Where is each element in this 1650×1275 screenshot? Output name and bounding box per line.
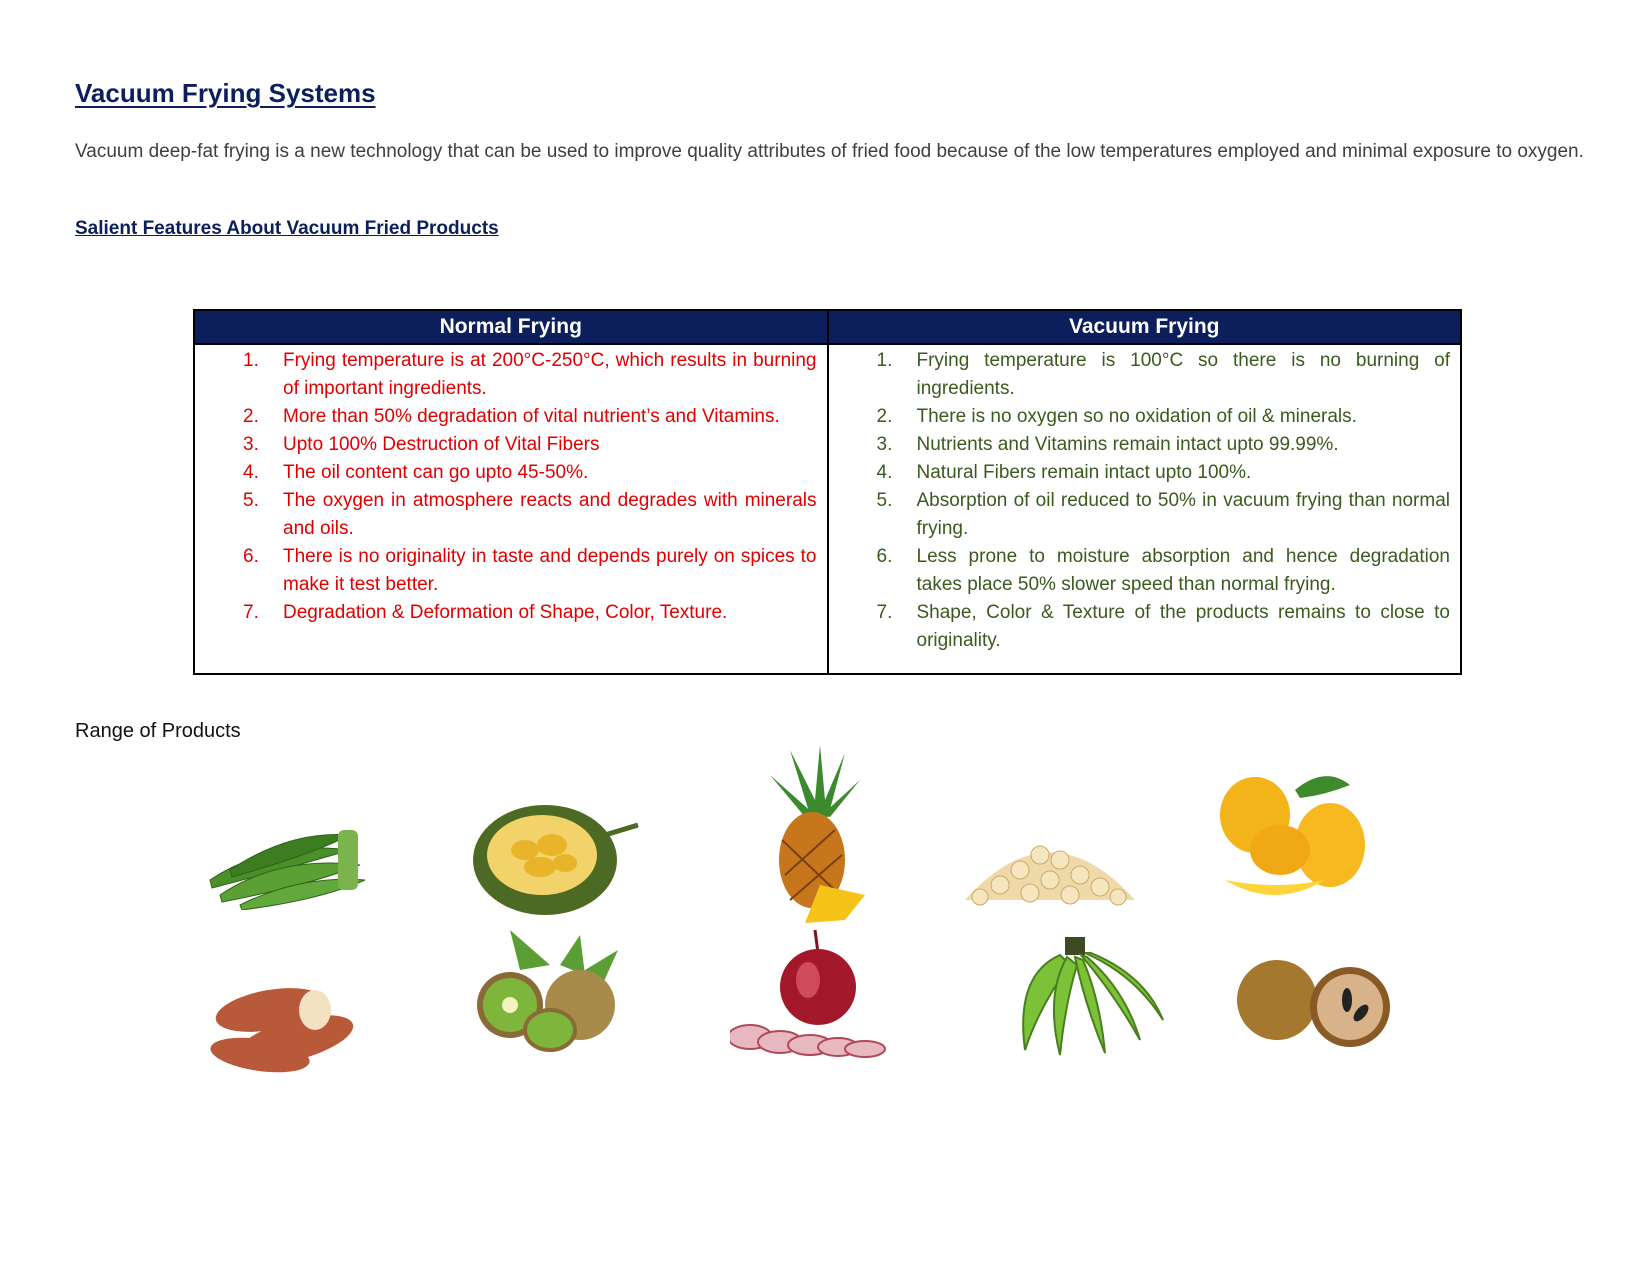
normal-frying-header: Normal Frying [194, 310, 828, 344]
chickpeas-icon [960, 815, 1140, 910]
red-onion-icon [730, 925, 895, 1060]
list-item: 3. Upto 100% Destruction of Vital Fibers [243, 434, 600, 455]
list-item: 3. Nutrients and Vitamins remain intact upto 99.99%. [876, 434, 1339, 455]
list-item: 1. Frying temperature is 100°C so there is no burning of ingredients. [876, 350, 1450, 399]
pineapple-icon [760, 745, 870, 925]
list-item: 4. The oil content can go upto 45-50%. [243, 462, 589, 483]
list-item: 2. There is no oxygen so no oxidation of oil & minerals. [876, 406, 1357, 427]
list-item: 5. Absorption of oil reduced to 50% in vacuum frying than normal frying. [876, 490, 1450, 539]
kiwi-icon [470, 930, 620, 1055]
okra-icon [200, 810, 370, 910]
page-title: Vacuum Frying Systems [75, 78, 376, 108]
list-item: 1. Frying temperature is at 200°C-250°C, which results in burning of important ingredients. [243, 350, 817, 399]
range-of-products-label: Range of Products [75, 720, 241, 742]
vacuum-frying-cell [828, 344, 1462, 674]
list-item: 5. The oxygen in atmosphere reacts and degrades with minerals and oils. [243, 490, 817, 539]
comparison-table [193, 309, 1462, 675]
list-item: 2. More than 50% degradation of vital nutrient’s and Vitamins. [243, 406, 780, 427]
sweet-potato-icon [200, 970, 370, 1080]
list-item: 4. Natural Fibers remain intact upto 100%. [876, 462, 1252, 483]
intro-paragraph: Vacuum deep-fat frying is a new technology that can be used to improve quality attributes of fried food because of the low temperatures employed and minimal exposure to oxygen. [75, 141, 1584, 162]
mango-icon [1215, 770, 1375, 910]
list-item: 7. Shape, Color & Texture of the products remains to close to originality. [876, 602, 1450, 651]
list-item: 6. Less prone to moisture absorption and hence degradation takes place 50% slower speed than normal frying. [876, 546, 1450, 595]
jackfruit-icon [470, 795, 640, 920]
product-gallery [190, 750, 1490, 1130]
list-item: 7. Degradation & Deformation of Shape, Color, Texture. [243, 602, 728, 623]
list-item: 6. There is no originality in taste and depends purely on spices to make it test better. [243, 546, 817, 595]
banana-icon [1005, 935, 1165, 1060]
normal-frying-list [195, 347, 817, 627]
vacuum-frying-list [829, 347, 1451, 655]
sapodilla-icon [1235, 945, 1395, 1055]
normal-frying-cell [194, 344, 828, 674]
vacuum-frying-header: Vacuum Frying [828, 310, 1462, 344]
salient-features-heading: Salient Features About Vacuum Fried Products [75, 218, 499, 239]
